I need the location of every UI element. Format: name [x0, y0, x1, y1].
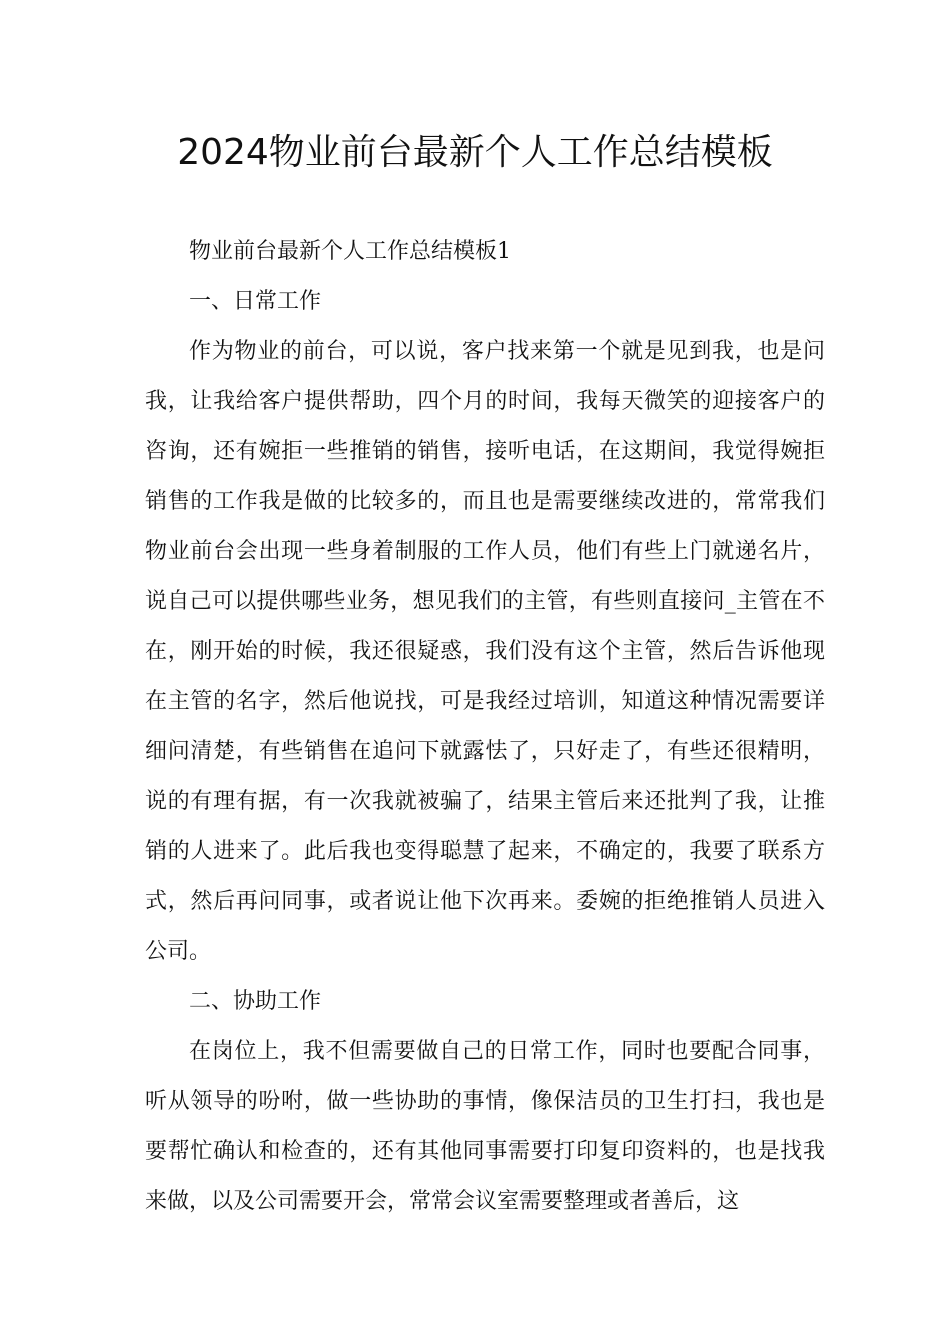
paragraph-daily-work: 作为物业的前台，可以说，客户找来第一个就是见到我，也是问我，让我给客户提供帮助，四个月的时间，我每天微笑的迎接客户的咨询，还有婉拒一些推销的销售，接听电话，在这期间，我觉得婉拒销售的工作我是做的比较多的，而且也是需要继续改进的，常常我们物业前台会出现一些身着制服的工作人员，他们有些上门就递名片，说自己可以提供哪些业务，想见我们的主管，有些则直接问_主管在不在，刚开始的时候，我还很疑惑，我们没有这个主管，然后告诉他现在主管的名字，然后他说找，可是我经过培训，知道这种情况需要详细问清楚，有些销售在追问下就露怯了，只好走了，有些还很精明，说的有理有据，有一次我就被骗了，结果主管后来还批判了我，让推销的人进来了。此后我也变得聪慧了起来，不确定的，我要了联系方式，然后再问同事，或者说让他下次再来。委婉的拒绝推销人员进入公司。 — [145, 339, 825, 964]
paragraph-assist-work: 在岗位上，我不但需要做自己的日常工作，同时也要配合同事，听从领导的吩咐，做一些协助的事情，像保洁员的卫生打扫，我也是要帮忙确认和检查的，还有其他同事需要打印复印资料的，也是找我来做，以及公司需要开会，常常会议室需要整理或者善后，这 — [145, 1039, 825, 1214]
section-heading-daily-work: 一、日常工作 — [189, 289, 322, 314]
section-heading-assist-work: 二、协助工作 — [189, 989, 322, 1014]
document-title: 2024物业前台最新个人工作总结模板 — [177, 132, 773, 173]
document-body — [145, 227, 825, 1227]
document-subtitle: 物业前台最新个人工作总结模板1 — [189, 239, 511, 264]
